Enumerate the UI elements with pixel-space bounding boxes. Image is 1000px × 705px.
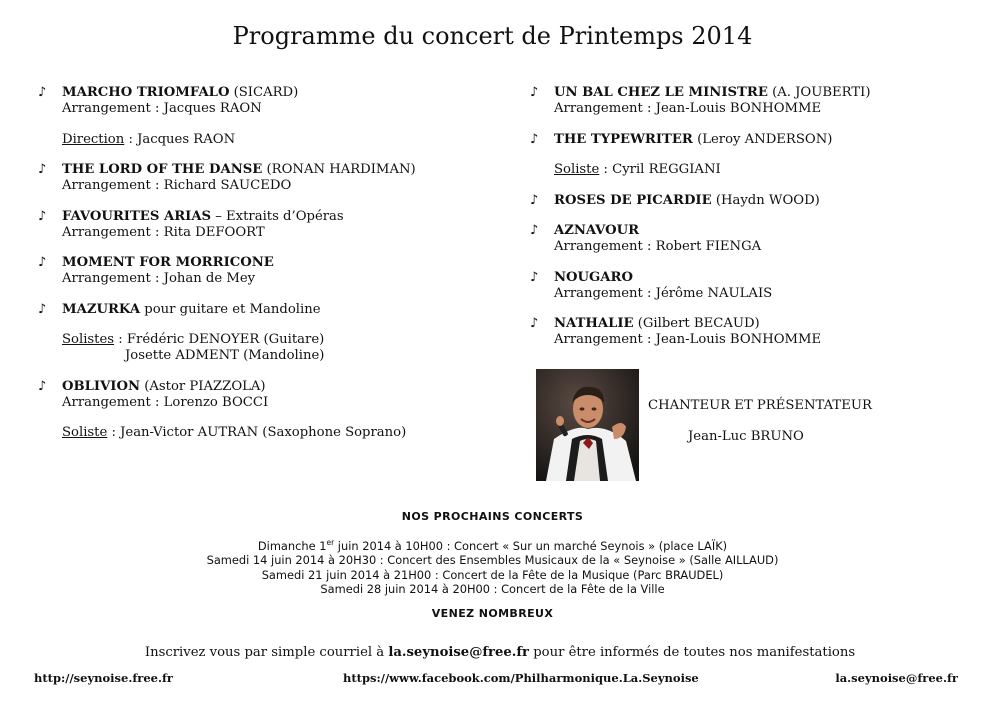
- singer-photo-illustration: [536, 369, 639, 481]
- programme-role: [38, 132, 498, 148]
- role-line: [62, 425, 498, 441]
- music-note-icon: ♪: [38, 85, 47, 100]
- role-value: : Jean-Victor AUTRAN (Saxophone Soprano): [107, 425, 407, 440]
- piece-composer: (Haydn WOOD): [711, 192, 820, 208]
- music-note-icon: ♪: [530, 316, 539, 331]
- role-line: [62, 332, 498, 348]
- piece-title: THE LORD OF THE DANSE: [62, 162, 263, 177]
- subscribe-pre: Inscrivez vous par simple courriel à: [144, 645, 389, 660]
- footer-email-link[interactable]: la.seynoise@free.fr: [835, 671, 958, 685]
- programme-item-heading: [62, 162, 498, 178]
- role-label: Soliste: [62, 425, 108, 440]
- concert-line-post: juin 2014 à 10H00 : Concert « Sur un marché Seynois » (place LAÏK): [334, 538, 728, 553]
- closing-slogan: VENEZ NOMBREUX: [431, 607, 554, 620]
- subscribe-post: pour être informés de toutes nos manifestations: [529, 645, 856, 660]
- programme-item-heading: [62, 302, 498, 318]
- piece-title: NATHALIE: [554, 316, 634, 331]
- music-note-icon: ♪: [38, 162, 47, 177]
- piece-title: AZNAVOUR: [554, 223, 640, 238]
- music-note-icon: ♪: [530, 85, 539, 100]
- concert-line: [0, 536, 985, 553]
- programme-item-heading: [554, 316, 970, 332]
- piece-composer: (Gilbert BECAUD): [633, 316, 760, 331]
- piece-title: ROSES DE PICARDIE: [554, 192, 712, 208]
- programme-item: [530, 270, 970, 302]
- piece-title: MOMENT FOR MORRICONE: [62, 255, 274, 270]
- programme-role: [38, 425, 498, 441]
- piece-composer: (RONAN HARDIMAN): [262, 162, 416, 177]
- programme-item: [38, 209, 498, 241]
- programme-item: [38, 379, 498, 411]
- role-value: : Jacques RAON: [124, 131, 236, 147]
- programme-left-column: [38, 85, 498, 456]
- piece-composer: (SICARD): [229, 85, 299, 100]
- programme-item-heading: [554, 223, 970, 239]
- ordinal-suffix: er: [326, 538, 335, 547]
- programme-item: [38, 162, 498, 194]
- piece-title: THE TYPEWRITER: [554, 131, 693, 147]
- page-title: Programme du concert de Printemps 2014: [232, 22, 753, 50]
- programme-item: [38, 255, 498, 287]
- programme-item: [530, 316, 970, 348]
- music-note-icon: ♪: [38, 378, 47, 394]
- piece-composer: – Extraits d’Opéras: [211, 208, 344, 224]
- programme-item: [38, 85, 498, 117]
- programme-item: [530, 193, 970, 209]
- role-value: : Cyril REGGIANI: [599, 162, 721, 177]
- footer-website-link[interactable]: http://seynoise.free.fr: [34, 671, 173, 685]
- programme-item: [38, 302, 498, 318]
- piece-arrangement: Arrangement : Jacques RAON: [62, 101, 262, 116]
- piece-arrangement: Arrangement : Jérôme NAULAIS: [554, 285, 773, 301]
- piece-composer: pour guitare et Mandoline: [140, 301, 321, 317]
- piece-arrangement: Arrangement : Rita DEFOORT: [62, 224, 265, 240]
- piece-title: MAZURKA: [62, 301, 141, 317]
- concert-line: Samedi 21 juin 2014 à 21H00 : Concert de la Fête de la Musique (Parc BRAUDEL): [261, 567, 724, 582]
- subscribe-line: [0, 645, 1000, 660]
- programme-right-column: [530, 85, 970, 363]
- programme-item-heading: [554, 85, 970, 101]
- programme-item-heading: [554, 270, 970, 286]
- programme-item: [530, 132, 970, 148]
- footer-facebook-link[interactable]: https://www.facebook.com/Philharmonique.La.Seynoise: [343, 671, 699, 685]
- programme-item: [530, 223, 970, 255]
- piece-title: FAVOURITES ARIAS: [62, 208, 212, 224]
- music-note-icon: ♪: [38, 301, 47, 317]
- subscribe-email-link[interactable]: la.seynoise@free.fr: [388, 645, 529, 660]
- piece-composer: (A. JOUBERTI): [767, 85, 871, 100]
- music-note-icon: ♪: [530, 131, 539, 147]
- piece-composer: (Astor PIAZZOLA): [140, 378, 266, 394]
- piece-title: OBLIVION: [62, 378, 141, 394]
- music-note-icon: ♪: [38, 208, 47, 224]
- programme-item-heading: [62, 85, 498, 101]
- concert-line: Samedi 14 juin 2014 à 20H30 : Concert des Ensembles Musicaux de la « Seynoise » (Salle AILLAUD): [206, 553, 779, 568]
- role-label: Solistes: [62, 332, 115, 347]
- singer-name: Jean-Luc BRUNO: [688, 429, 804, 444]
- music-note-icon: ♪: [530, 192, 539, 208]
- role-label: Direction: [62, 131, 125, 147]
- programme-item-heading: [62, 379, 498, 395]
- piece-title: UN BAL CHEZ LE MINISTRE: [554, 85, 768, 100]
- next-concerts-list: [0, 536, 985, 597]
- piece-title: NOUGARO: [554, 269, 633, 285]
- next-concerts-heading: NOS PROCHAINS CONCERTS: [401, 510, 584, 523]
- piece-arrangement: Arrangement : Robert FIENGA: [554, 239, 762, 254]
- role-line: [554, 162, 970, 178]
- piece-arrangement: Arrangement : Lorenzo BOCCI: [62, 394, 269, 410]
- programme-item-heading: [554, 132, 970, 148]
- programme-item-heading: [62, 209, 498, 225]
- music-note-icon: ♪: [530, 223, 539, 238]
- role-value-continued: Josette ADMENT (Mandoline): [125, 348, 325, 363]
- piece-title: MARCHO TRIOMFALO: [62, 85, 230, 100]
- concert-line: Samedi 28 juin 2014 à 20H00 : Concert de la Fête de la Ville: [320, 582, 665, 597]
- role-value: : Frédéric DENOYER (Guitare): [114, 332, 325, 347]
- programme-role: [38, 332, 498, 364]
- music-note-icon: ♪: [530, 269, 539, 285]
- piece-composer: (Leroy ANDERSON): [692, 131, 833, 147]
- piece-arrangement: Arrangement : Jean-Louis BONHOMME: [554, 332, 822, 347]
- programme-item-heading: [554, 193, 970, 209]
- piece-arrangement: Arrangement : Jean-Louis BONHOMME: [554, 101, 822, 116]
- role-line: [62, 132, 498, 148]
- programme-item: [530, 85, 970, 117]
- singer-photo: [536, 369, 639, 481]
- piece-arrangement: Arrangement : Richard SAUCEDO: [62, 178, 292, 193]
- programme-role: [530, 162, 970, 178]
- role-label: Soliste: [554, 162, 600, 177]
- concert-line-pre: Dimanche 1: [257, 538, 327, 553]
- programme-item-heading: [62, 255, 498, 271]
- singer-caption: CHANTEUR ET PRÉSENTATEUR: [648, 398, 872, 413]
- piece-arrangement: Arrangement : Johan de Mey: [62, 271, 256, 286]
- music-note-icon: ♪: [38, 255, 47, 270]
